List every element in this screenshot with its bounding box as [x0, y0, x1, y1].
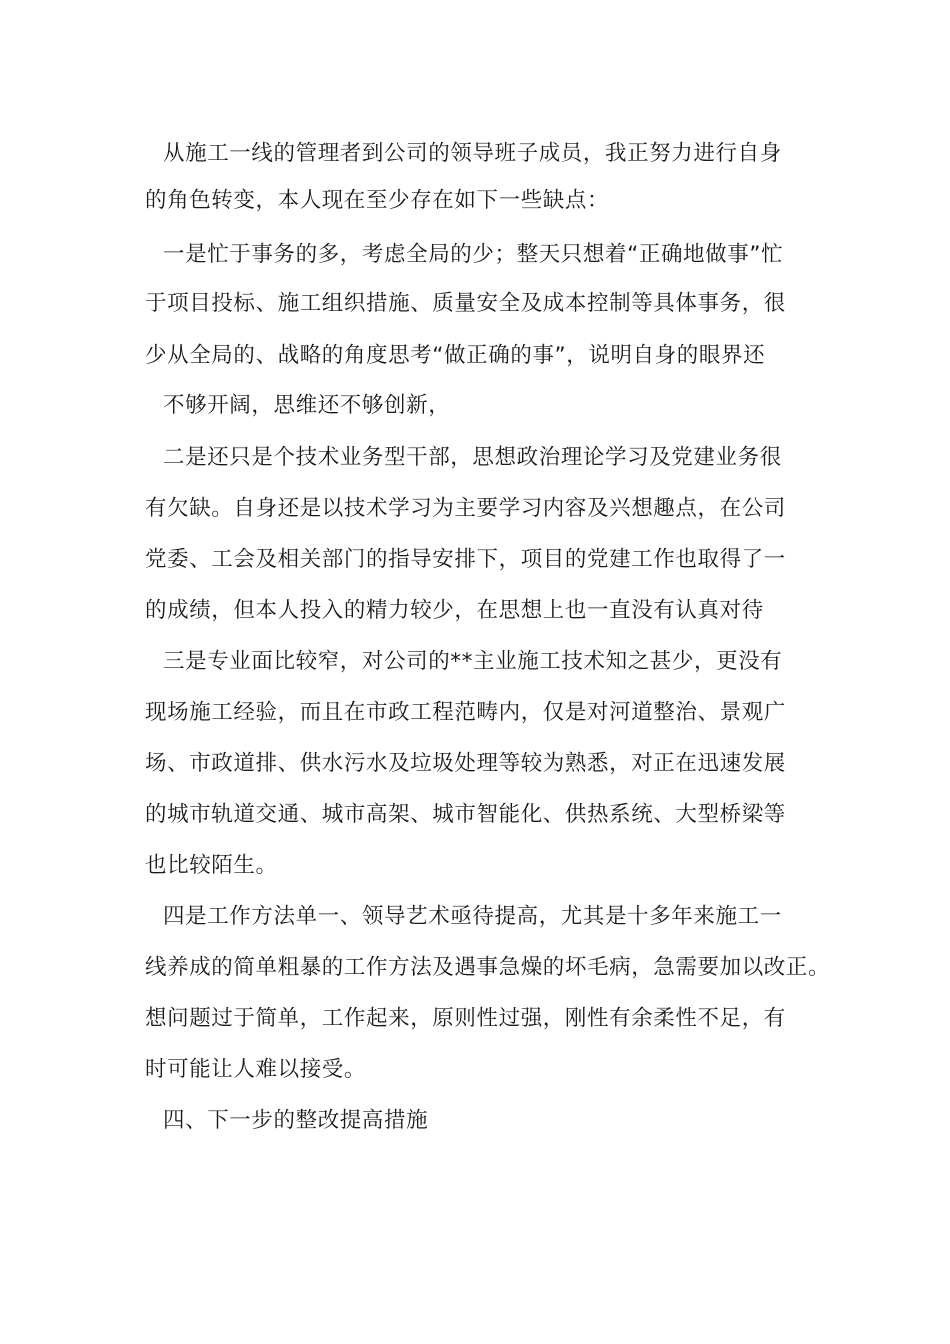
- text-line-2: 的角色转变，本人现在至少存在如下一些缺点：: [145, 188, 610, 213]
- text-line-7: 二是还只是个技术业务型干部，思想政治理论学习及党建业务很: [163, 445, 782, 470]
- text-line-5: 少从全局的、战略的角度思考“做正确的事”，说明自身的眼界还: [145, 343, 766, 368]
- text-line-6: 不够开阔，思维还不够创新，: [163, 393, 451, 418]
- text-line-4: 于项目投标、施工组织措施、质量安全及成本控制等具体事务，很: [145, 291, 786, 316]
- text-line-13: 场、市政道排、供水污水及垃圾处理等较为熟悉，对正在迅速发展: [145, 751, 786, 776]
- text-line-14: 的城市轨道交通、城市高架、城市智能化、供热系统、大型桥梁等: [145, 802, 786, 827]
- text-line-3: 一是忙于事务的多，考虑全局的少；整天只想着“正确地做事”忙: [163, 242, 784, 267]
- text-line-16: 四是工作方法单一、领导艺术亟待提高，尤其是十多年来施工一: [163, 904, 782, 929]
- text-line-12: 现场施工经验，而且在市政工程范畴内，仅是对河道整治、景观广: [145, 700, 786, 725]
- text-line-9: 党委、工会及相关部门的指导安排下，项目的党建工作也取得了一: [145, 547, 786, 572]
- text-line-8: 有欠缺。自身还是以技术学习为主要学习内容及兴想趣点，在公司: [145, 496, 786, 521]
- text-line-18: 想问题过于简单，工作起来，原则性过强，刚性有余柔性不足，有: [145, 1006, 786, 1031]
- text-line-1: 从施工一线的管理者到公司的领导班子成员，我正努力进行自身: [163, 141, 782, 166]
- text-line-17: 线养成的简单粗暴的工作方法及遇事急燥的坏毛病，急需要加以改正。: [145, 955, 831, 980]
- text-line-20: 四、下一步的整改提高措施: [163, 1108, 429, 1133]
- text-line-15: 也比较陌生。: [145, 853, 278, 878]
- text-line-10: 的成绩，但本人投入的精力较少，在思想上也一直没有认真对待: [145, 598, 764, 623]
- text-line-19: 时可能让人难以接受。: [145, 1057, 367, 1082]
- text-line-11: 三是专业面比较窄，对公司的**主业施工技术知之甚少，更没有: [163, 649, 783, 674]
